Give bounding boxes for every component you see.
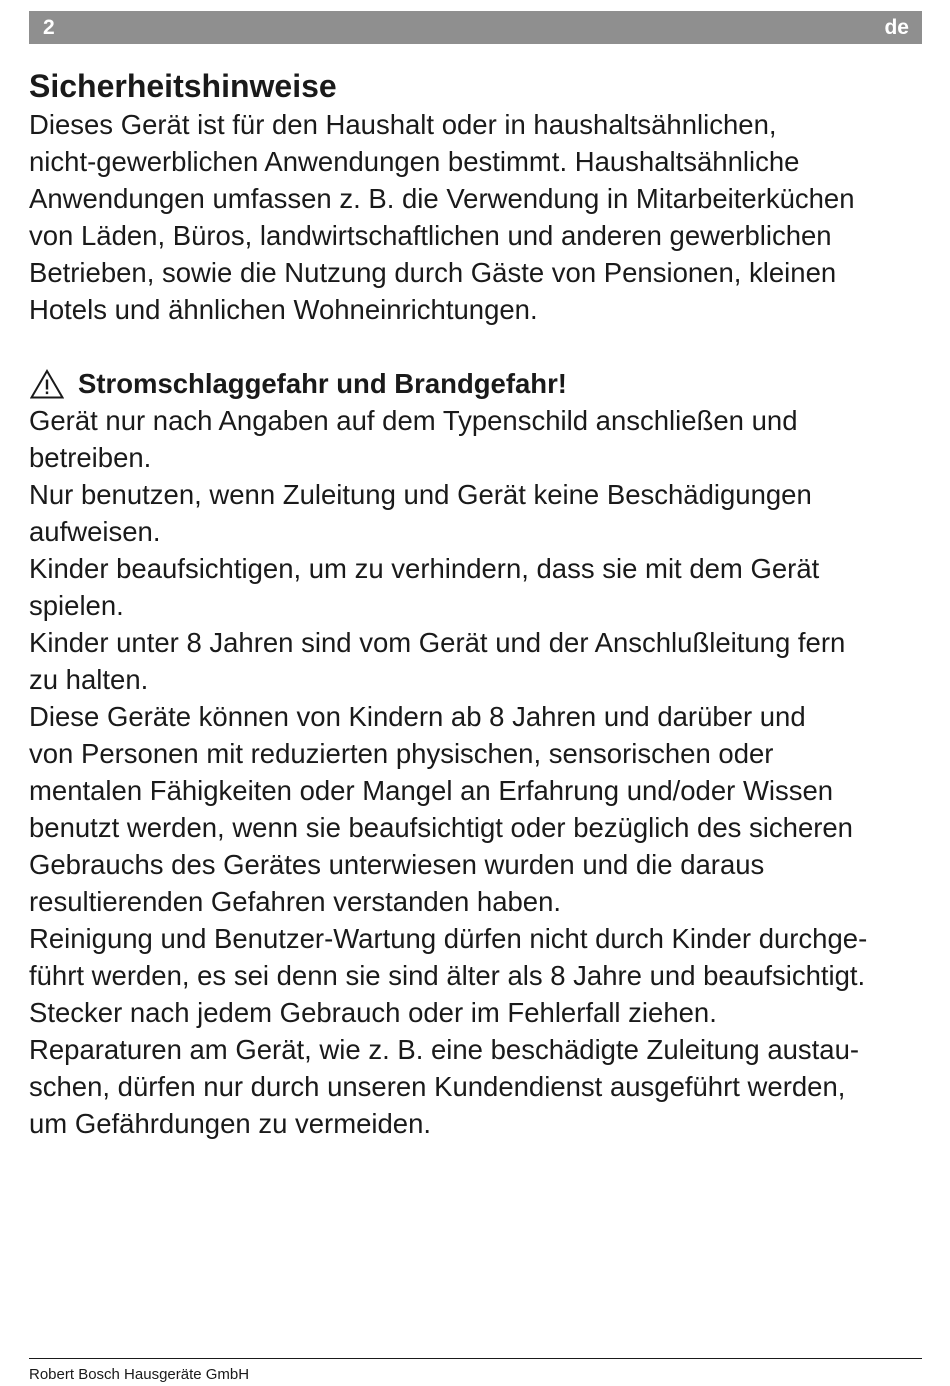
footer-company: Robert Bosch Hausgeräte GmbH [29, 1366, 250, 1383]
page-content [29, 66, 922, 1142]
intro-paragraph: Dieses Gerät ist für den Haushalt oder in haushaltsähnlichen, nicht-gewerblichen Anwendungen bestimmt. Haushaltsähnliche Anwendungen umfassen z. B. die Verwendung in Mitarbeiterküchen von Läden, Büros, landwirtschaftlichen und anderen gewerblichen Betrieben, sowie die Nutzung durch Gäste von Pensionen, kleinen Hotels und ähnlichen Wohneinrichtungen. [29, 109, 855, 325]
page-header-bar [29, 11, 922, 44]
language-code: de [884, 16, 909, 39]
warning-heading [29, 365, 922, 402]
warning-heading-text: Stromschlaggefahr und Brandgefahr! [78, 368, 567, 399]
paragraph-spacer [29, 328, 922, 365]
page-number: 2 [43, 16, 55, 39]
warning-triangle-icon [30, 369, 64, 399]
footer-divider [29, 1358, 922, 1359]
warning-paragraph: Gerät nur nach Angaben auf dem Typenschild anschließen und betreiben. Nur benutzen, wenn Zuleitung und Gerät keine Beschädigungen aufweisen. Kinder beaufsichtigen, um zu verhindern, dass sie mit dem Gerät spielen. Kinder unter 8 Jahren sind vom Gerät und der Anschlußleitung fern zu halten. Diese Geräte können von Kindern ab 8 Jahren und darüber und von Personen mit reduzierten physischen, sensorischen oder mentalen Fähigkeiten oder Mangel an Erfahrung und/oder Wissen benutzt werden, wenn sie beaufsichtigt oder bezüglich des sicheren Gebrauchs des Gerätes unterwiesen wurden und die daraus resultierenden Gefahren verstanden haben. Reinigung und Benutzer-Wartung dürfen nicht durch Kinder durchge- führt werden, es sei denn sie sind älter als 8 Jahre und beaufsichtigt. Stecker nach jedem Gebrauch oder im Fehlerfall ziehen. Reparaturen am Gerät, wie z. B. eine beschädigte Zuleitung austau- schen, dürfen nur durch unseren Kundendienst ausgeführt werden, um Gefährdungen zu vermeiden. [29, 405, 868, 1139]
section-title: Sicherheitshinweise [29, 68, 337, 104]
